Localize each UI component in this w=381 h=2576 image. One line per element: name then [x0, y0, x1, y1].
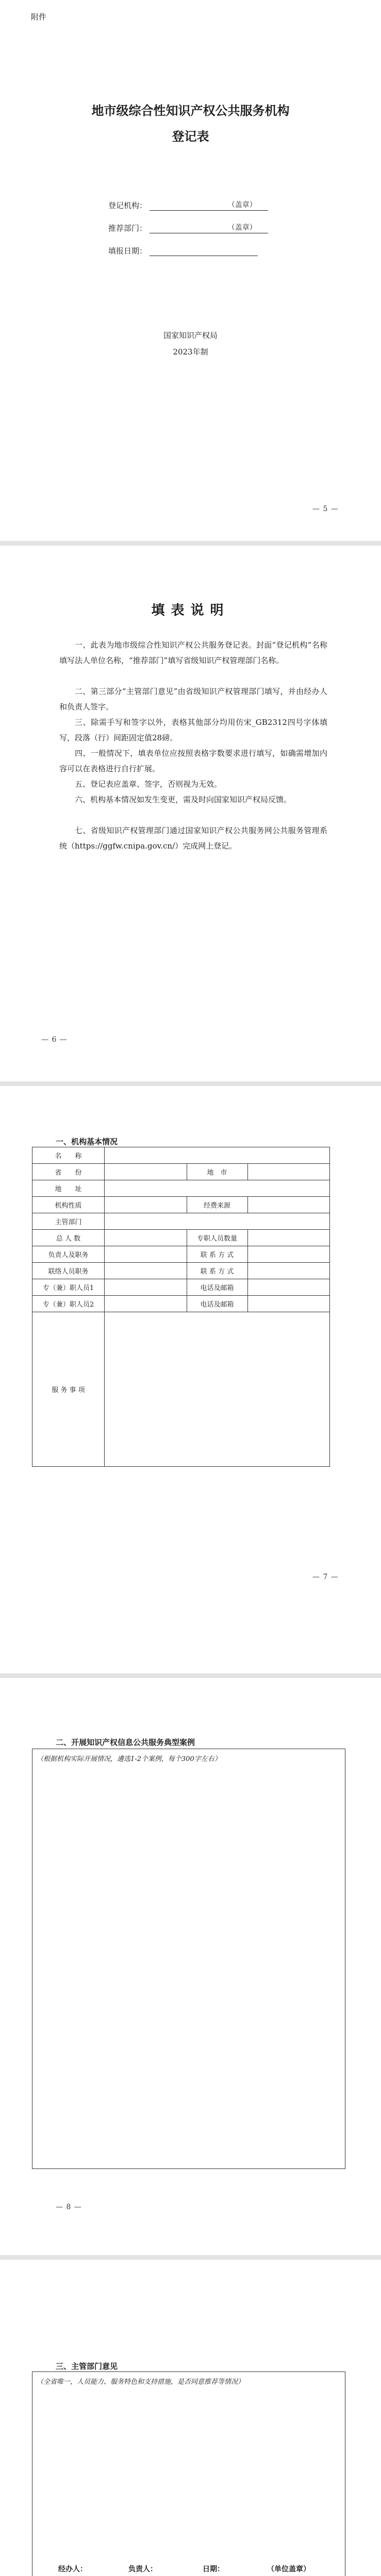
instruction-para-4: 四、一般情况下，填表单位应按照表格字数要求进行填写，如确需增加内容可以在表格进行自行扩展。	[59, 749, 327, 773]
fill-date-label: 填报日期：	[108, 246, 147, 256]
seal-note-1: （盖章）	[227, 201, 257, 209]
funding-value[interactable]	[247, 1197, 330, 1213]
table-row	[32, 1263, 330, 1279]
page-number: — 6 —	[41, 1036, 68, 1044]
instruction-para-2: 二、第三部分“主管部门意见”由省级知识产权管理部门填写，并由经办人和负责人签字。	[59, 687, 327, 711]
recommend-dept-field	[108, 223, 268, 233]
seal-note-2: （盖章）	[227, 224, 257, 232]
cell-label: 地 址	[32, 1180, 105, 1197]
cell-label: 电话及邮箱	[187, 1296, 247, 1312]
page-separator	[0, 1673, 381, 1678]
org-nature-value[interactable]	[105, 1197, 187, 1213]
cell-label: 服 务 事 项	[32, 1312, 105, 1467]
table-row	[32, 1180, 330, 1197]
fulltime-staff-value[interactable]	[247, 1230, 330, 1246]
cover-title-line2: 登记表	[172, 129, 209, 144]
cell-label: 专职人员数量	[187, 1230, 247, 1246]
cell-label: 联络人员职务	[32, 1263, 105, 1279]
total-staff-value[interactable]	[105, 1230, 187, 1246]
page-number: — 5 —	[312, 505, 339, 513]
address-value[interactable]	[105, 1180, 330, 1197]
table-row	[32, 1296, 330, 1312]
cases-box[interactable]	[32, 1749, 345, 2169]
cell-label: 名 称	[32, 1147, 105, 1164]
recommend-dept-label: 推荐部门：	[108, 224, 147, 233]
province-value[interactable]	[105, 1164, 187, 1180]
table-row	[32, 1230, 330, 1246]
staff2-value[interactable]	[105, 1296, 187, 1312]
instruction-para-1: 一、此表为地市级综合性知识产权公共服务登记表。封面“登记机构”名称填写法人单位名称，“推荐部门”填写省级知识产权管理部门名称。	[59, 640, 327, 665]
leader-value[interactable]	[105, 1246, 187, 1263]
table-row	[32, 1164, 330, 1180]
instruction-para-7: 七、省级知识产权管理部门通过国家知识产权公共服务网公共服务管理系统（https://ggfw.cnipa.gov.cn/）完成网上登记。	[59, 826, 327, 851]
instructions-title: 填表说明	[151, 603, 230, 618]
date-label: 日期：	[203, 2565, 224, 2573]
cell-label: 主管部门	[32, 1213, 105, 1230]
cover-title-line1: 地市级综合性知识产权公共服务机构	[91, 103, 290, 118]
leader-label: 负责人：	[128, 2565, 157, 2573]
register-org-field	[108, 200, 268, 211]
page-basic-info	[0, 1086, 381, 1673]
cell-label: 联 系 方 式	[187, 1263, 247, 1279]
liaison-value[interactable]	[105, 1263, 187, 1279]
cell-label: 专（兼）职人员2	[32, 1296, 105, 1312]
cell-label: 省 份	[32, 1164, 105, 1180]
attachment-label: 附件	[31, 12, 47, 22]
section-cases: 二、开展知识产权信息公共服务典型案例	[56, 1738, 195, 1747]
cell-label: 电话及邮箱	[187, 1279, 247, 1296]
staff1-value[interactable]	[105, 1279, 187, 1296]
liaison-contact-value[interactable]	[247, 1263, 330, 1279]
services-value[interactable]	[105, 1312, 330, 1467]
section-opinion: 三、主管部门意见	[56, 2362, 118, 2371]
cell-label: 机构性质	[32, 1197, 105, 1213]
cell-label: 专（兼）职人员1	[32, 1279, 105, 1296]
page-number: — 8 —	[56, 2203, 82, 2211]
table-row	[32, 1312, 330, 1467]
instruction-para-3: 三、除需手写和签字以外，表格其他部分均用仿宋_GB2312四号字体填写，段落（行）间距固定值28磅。	[59, 718, 327, 742]
opinion-note: （全省唯一，人员能力、服务特色和支持措施，是否同意推荐等情况）	[37, 2378, 245, 2386]
table-row	[32, 1147, 330, 1164]
page-separator	[0, 1081, 381, 1086]
instruction-para-5: 五、登记表应盖章、签字，否则视为无效。	[75, 779, 222, 789]
authority-value[interactable]	[105, 1213, 330, 1230]
name-value[interactable]	[105, 1147, 330, 1164]
cell-label: 负责人及职务	[32, 1246, 105, 1263]
register-org-label: 登记机构：	[108, 201, 147, 210]
table-row	[32, 1279, 330, 1296]
staff1-contact-value[interactable]	[247, 1279, 330, 1296]
table-row	[32, 1246, 330, 1263]
leader-contact-value[interactable]	[247, 1246, 330, 1263]
page-separator	[0, 541, 381, 546]
page-cover	[0, 0, 381, 541]
unit-seal-label: （单位盖章）	[267, 2565, 310, 2573]
city-value[interactable]	[247, 1164, 330, 1180]
page-authority-opinion	[0, 2260, 381, 2576]
page-cases	[0, 1678, 381, 2255]
cell-label: 地 市	[187, 1164, 247, 1180]
handler-label: 经办人：	[58, 2565, 87, 2573]
section-basic-info: 一、机构基本情况	[56, 1137, 118, 1146]
made-year: 2023年制	[173, 347, 208, 357]
cell-label: 总 人 数	[32, 1230, 105, 1246]
opinion-box[interactable]	[32, 2371, 345, 2576]
table-row	[32, 1197, 330, 1213]
basic-info-table	[32, 1147, 330, 1467]
table-row	[32, 1213, 330, 1230]
page-number: — 7 —	[312, 1573, 339, 1581]
instruction-para-6: 六、机构基本情况如发生变更，需及时向国家知识产权局反馈。	[75, 795, 292, 804]
cell-label: 经费来源	[187, 1197, 247, 1213]
fill-date-field	[108, 245, 258, 256]
page-separator	[0, 2255, 381, 2260]
cases-note: （根据机构实际开展情况，遴选1-2个案例，每个300字左右）	[37, 1755, 221, 1763]
cell-label: 联 系 方 式	[187, 1246, 247, 1263]
issuer: 国家知识产权局	[163, 331, 218, 340]
page-instructions	[0, 546, 381, 1081]
staff2-contact-value[interactable]	[247, 1296, 330, 1312]
